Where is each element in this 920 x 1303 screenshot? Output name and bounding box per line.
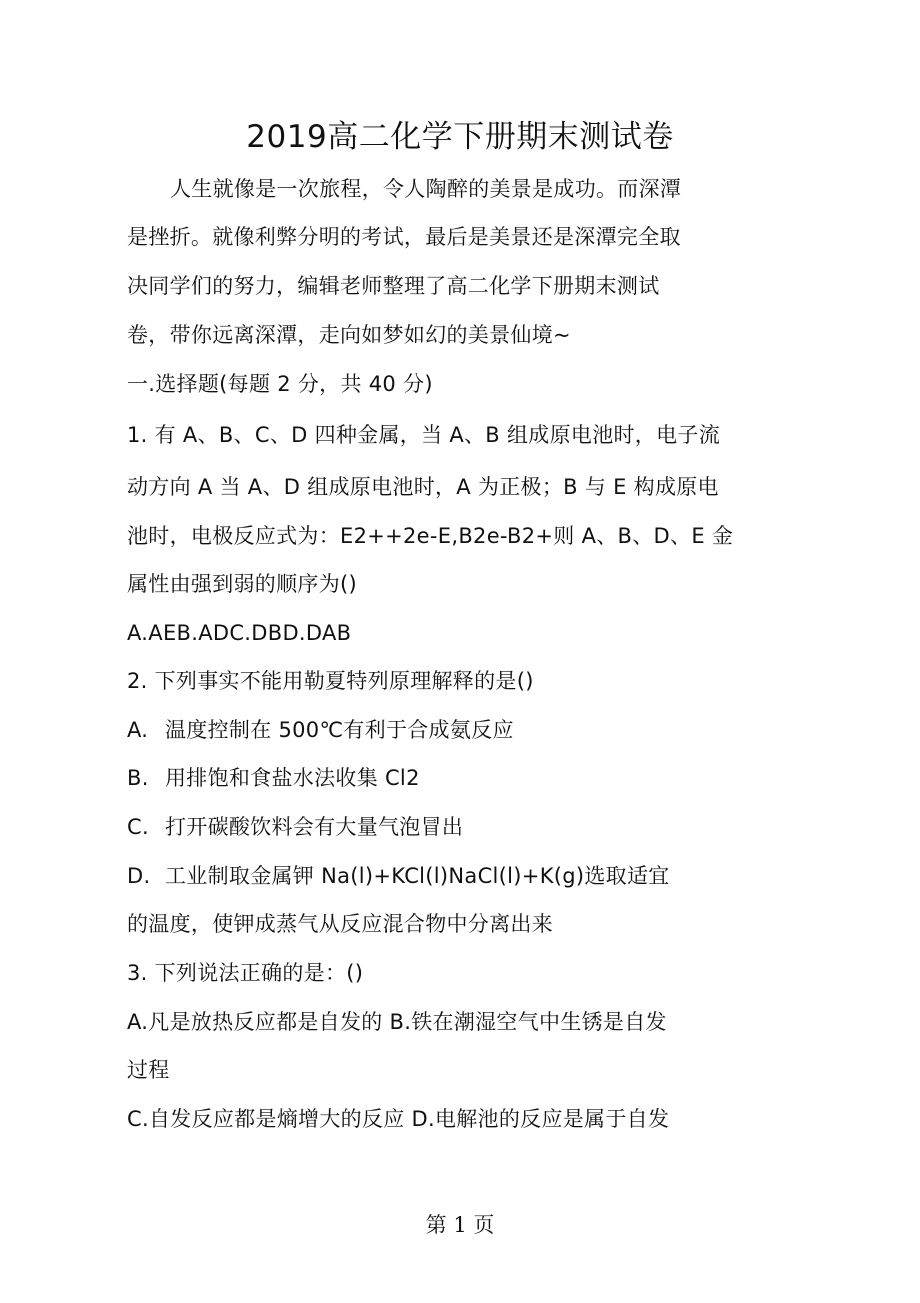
question-1-options: A.AEB.ADC.DBD.DAB — [127, 621, 352, 645]
intro-line: 人生就像是一次旅程，令人陶醉的美景是成功。而深潭 — [170, 177, 682, 201]
option-text: 工业制取金属钾 Na(l)+KCl(l)NaCl(l)+K(g)选取适宜 — [165, 864, 670, 888]
option-text: 打开碳酸饮料会有大量气泡冒出 — [165, 815, 464, 839]
option-letter: A. — [127, 718, 149, 742]
question-2-option-c — [127, 812, 463, 842]
option-letter: B. — [127, 766, 149, 790]
intro-line: 卷，带你远离深潭，走向如梦如幻的美景仙境~ — [127, 323, 571, 347]
intro-line: 是挫折。就像利弊分明的考试，最后是美景还是深潭完全取 — [127, 225, 681, 249]
question-3-line: C.自发反应都是熵增大的反应 D.电解池的反应是属于自发 — [127, 1107, 670, 1131]
question-1-line: 属性由强到弱的顺序为() — [127, 572, 357, 596]
intro-line: 决同学们的努力，编辑老师整理了高二化学下册期末测试 — [127, 274, 660, 298]
question-1-line: 1. 有 A、B、C、D 四种金属，当 A、B 组成原电池时，电子流 — [127, 423, 720, 447]
question-2-option-a — [127, 715, 514, 745]
option-letter: C. — [127, 815, 149, 839]
question-1-line: 池时，电极反应式为：E2++2e-E,B2e-B2+则 A、B、D、E 金 — [127, 524, 734, 548]
question-2-option-b — [127, 763, 420, 793]
document-title: 2019高二化学下册期末测试卷 — [246, 119, 674, 155]
option-letter: D. — [127, 864, 151, 888]
question-3-stem: 3. 下列说法正确的是：() — [127, 961, 364, 985]
option-text: 用排饱和食盐水法收集 Cl2 — [165, 766, 420, 790]
question-2-option-d — [127, 861, 670, 891]
option-text: 温度控制在 500℃有利于合成氨反应 — [165, 718, 514, 742]
question-2-option-d-continued: 的温度，使钾成蒸气从反应混合物中分离出来 — [127, 912, 553, 936]
question-3-line: 过程 — [127, 1058, 170, 1082]
section-heading: 一.选择题(每题 2 分，共 40 分) — [127, 372, 433, 396]
question-3-line: A.凡是放热反应都是自发的 B.铁在潮湿空气中生锈是自发 — [127, 1010, 667, 1034]
question-1-line: 动方向 A 当 A、D 组成原电池时，A 为正极；B 与 E 构成原电 — [127, 475, 719, 499]
question-2-stem: 2. 下列事实不能用勒夏特列原理解释的是() — [127, 669, 534, 693]
page-number: 第 1 页 — [425, 1213, 495, 1237]
